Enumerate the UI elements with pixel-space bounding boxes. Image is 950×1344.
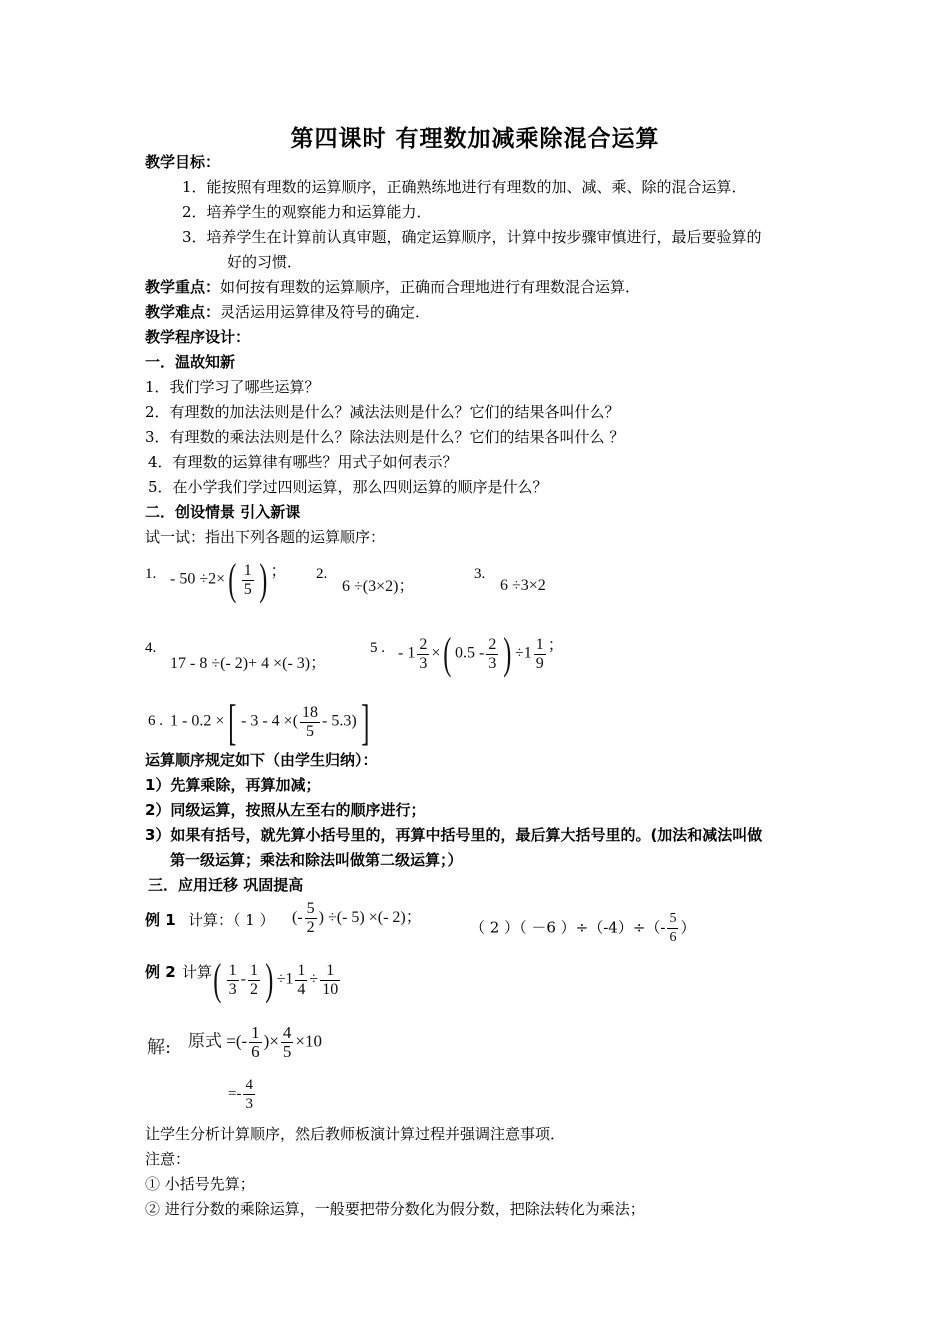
expr-part: )× — [263, 1031, 279, 1051]
expr-part: - — [240, 970, 246, 988]
example-2-expr — [210, 955, 342, 1004]
exercise-6-expr — [170, 694, 373, 750]
review-item: 5．在小学我们学过四则运算，那么四则运算的顺序是什么？ — [148, 478, 548, 496]
review-item: 4．有理数的运算律有哪些？用式子如何表示？ — [148, 453, 458, 471]
expr-part: (- — [292, 909, 303, 927]
review-item: 1．我们学习了哪些运算？ — [145, 378, 320, 396]
exercise-number: 3. — [474, 566, 486, 582]
expr-part: - 3 - 4 ×( — [241, 712, 299, 730]
paren-right: ) — [259, 555, 268, 604]
expr-part: 原式 =(- — [188, 1031, 248, 1051]
design-label: 教学程序设计： — [145, 328, 251, 346]
fraction: $\frac{2}{3}$ — [488, 635, 497, 672]
fraction: $\frac{1}{10}$ — [322, 961, 339, 998]
rule-item: 1）先算乘除，再算加减； — [145, 776, 321, 794]
difficulty-label: 教学难点： — [145, 303, 221, 321]
fraction: $\frac{5}{2}$ — [306, 900, 315, 936]
note-item: ② 进行分数的乘除运算，一般要把带分数化为假分数，把除法转化为乘法； — [145, 1200, 645, 1218]
bracket-right: ] — [360, 694, 370, 750]
key-point — [145, 277, 640, 297]
exercise-number: 2. — [316, 566, 328, 582]
paren-left: ( — [228, 555, 237, 604]
key-point-label: 教学重点： — [145, 278, 221, 296]
expr-part: - 1 — [398, 644, 416, 662]
fraction: $\frac{1}{6}$ — [251, 1023, 260, 1061]
review-item: 3．有理数的乘法法则是什么？除法法则是什么？它们的结果各叫什么 ？ — [145, 428, 625, 446]
fraction: $\frac{2}{3}$ — [419, 635, 428, 672]
expr-part: × — [431, 644, 441, 662]
expr-part: 1 - 0.2 × — [170, 712, 225, 730]
fraction: $\frac{5}{6}$ — [669, 911, 677, 945]
expr-part: - 5.3) — [322, 712, 357, 730]
exercise-2-expr: 6 ÷(3×2)； — [342, 578, 415, 595]
paren-left: ( — [443, 629, 452, 678]
section1-heading: 一．温故知新 — [145, 353, 236, 371]
expr-part: ×10 — [295, 1031, 323, 1051]
note-label: 注意： — [145, 1150, 191, 1168]
goal-item: 3．培养学生在计算前认真审题，确定运算顺序，计算中按步骤审慎进行，最后要验算的 — [182, 228, 762, 246]
example-1-label: 例 1 — [145, 911, 176, 929]
paren-right: ) — [265, 955, 274, 1004]
goal-item: 1．能按照有理数的运算顺序，正确熟练地进行有理数的加、减、乘、除的混合运算． — [182, 178, 747, 196]
exercise-number: 5 . — [370, 640, 385, 656]
exercise-number: 6 . — [148, 713, 163, 729]
goal-item: 好的习惯． — [227, 253, 303, 271]
fraction: $\frac{18}{5}$ — [302, 703, 319, 740]
difficulty-text: 灵活运用运算律及符号的确定． — [220, 303, 431, 321]
expr-part: ÷ — [309, 970, 319, 988]
section2-heading: 二．创设情景 引入新课 — [145, 503, 301, 521]
expr-part: ； — [547, 637, 564, 654]
exercise-number: 1. — [145, 566, 157, 582]
example-1-expr1 — [292, 900, 422, 937]
goal-item: 2．培养学生的观察能力和运算能力． — [182, 203, 432, 221]
note-item: ① 小括号先算； — [145, 1175, 255, 1193]
expr-part: （ 2 ）（ －6 ）÷（-4）÷（- — [470, 918, 666, 937]
expr-part: ÷1 — [515, 644, 532, 662]
rule-item: 3）如果有括号，就先算小括号里的，再算中括号里的，最后算大括号里的。(加法和减法叫做 — [145, 826, 763, 844]
fraction: $\frac{1}{3}$ — [228, 961, 237, 998]
fraction: $\frac{4}{5}$ — [282, 1023, 292, 1061]
example-1-calc: 计算：（ 1 ） — [188, 911, 275, 929]
rule-item: 第一级运算；乘法和除法叫做第二级运算；） — [170, 851, 463, 869]
note-line: 让学生分析计算顺序，然后教师板演计算过程并强调注意事项． — [145, 1125, 566, 1143]
expr-part: ÷1 — [276, 970, 294, 988]
expr-part: =- — [228, 1085, 242, 1102]
rule-item: 2）同级运算，按照从左至右的顺序进行； — [145, 801, 426, 819]
goals-label: 教学目标： — [145, 153, 221, 171]
fraction: $\frac{1}{5}$ — [243, 561, 252, 598]
example-1-expr2 — [470, 910, 696, 947]
difficulty — [145, 302, 430, 322]
fraction: $\frac{4}{3}$ — [245, 1077, 253, 1112]
review-item: 2．有理数的加法法则是什么？减法法则是什么？它们的结果各叫什么？ — [145, 403, 620, 421]
expr-part: - 50 ÷2× — [170, 570, 226, 588]
example-2-calc: 计算 — [182, 963, 213, 981]
exercise-5-expr — [398, 629, 564, 678]
paren-right: ) — [503, 629, 512, 678]
solution-line-1 — [188, 1024, 322, 1061]
page-title: 第四课时 有理数加减乘除混合运算 — [290, 126, 660, 152]
bracket-left: [ — [228, 694, 237, 750]
fraction: $\frac{1}{2}$ — [249, 961, 258, 998]
solution-line-2 — [228, 1076, 257, 1113]
example-2-label: 例 2 — [145, 963, 176, 981]
expr-part: ； — [270, 563, 287, 580]
expr-part: 0.5 - — [455, 644, 485, 662]
section2-intro: 试一试：指出下列各题的运算顺序： — [145, 528, 386, 546]
expr-part: ） — [680, 918, 696, 937]
fraction: $\frac{1}{9}$ — [535, 635, 544, 672]
solution-label: 解: — [147, 1037, 172, 1058]
exercise-number: 4. — [145, 640, 157, 656]
rules-heading: 运算顺序规定如下（由学生归纳）： — [145, 751, 378, 769]
expr-part: ) ÷(- 5) ×(- 2)； — [318, 909, 422, 927]
exercise-1-expr — [170, 555, 287, 604]
section3-heading: 三．应用迁移 巩固提高 — [148, 876, 304, 894]
paren-left: ( — [213, 955, 222, 1004]
exercise-4-expr: 17 - 8 ÷(- 2)+ 4 ×(- 3)； — [170, 655, 327, 672]
exercise-3-expr: 6 ÷3×2 — [500, 577, 546, 594]
key-point-text: 如何按有理数的运算顺序，正确而合理地进行有理数混合运算． — [220, 278, 641, 296]
fraction: $\frac{1}{4}$ — [297, 961, 306, 998]
